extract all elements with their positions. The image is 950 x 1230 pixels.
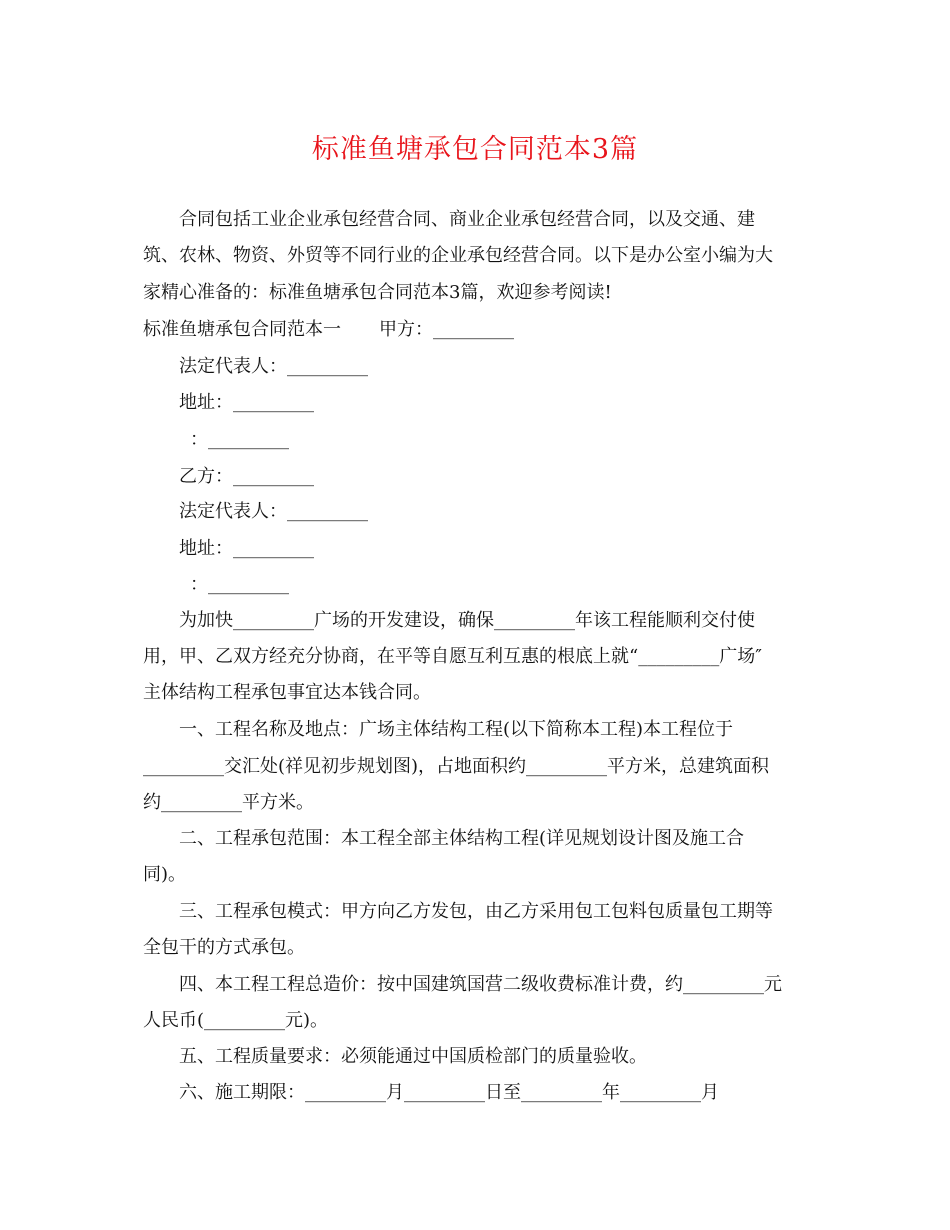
clause1-line-2: _________交汇处(祥见初步规划图)，占地面积约_________平方米，总建筑面积 [143, 756, 770, 777]
clause3-line-1: 三、工程承包模式：甲方向乙方发包，由乙方采用包工包料包质量包工期等 [179, 901, 773, 922]
party-b-line: 乙方：_________ [179, 466, 314, 487]
clause4-line-2: 人民币(_________元)。 [143, 1010, 329, 1031]
intro-line-1: 合同包括工业企业承包经营合同、商业企业承包经营合同，以及交通、建 [179, 209, 755, 230]
clause5-line-1: 五、工程质量要求：必须能通过中国质检部门的质量验收。 [179, 1046, 647, 1067]
clause1-line-3: 约_________平方米。 [143, 792, 314, 813]
clause3-line-2: 全包干的方式承包。 [143, 937, 305, 958]
party-a-line: 甲方：_________ [379, 319, 514, 340]
party-a-extra-line: ：_________ [190, 429, 289, 450]
party-b-address-line: 地址：_________ [179, 538, 314, 559]
party-a-address-line: 地址：_________ [179, 392, 314, 413]
party-b-extra-line: ：_________ [190, 574, 289, 595]
clause2-line-1: 二、工程承包范围：本工程全部主体结构工程(详见规划设计图及施工合 [179, 828, 745, 849]
intro-line-3: 家精心准备的：标准鱼塘承包合同范本3篇，欢迎参考阅读! [143, 282, 612, 303]
preamble-line-3: 主体结构工程承包事宜达本钱合同。 [143, 682, 431, 703]
preamble-line-2: 用，甲、乙双方经充分协商，在平等自愿互利互惠的根底上就“_________广场″ [143, 646, 762, 667]
preamble-line-1: 为加快_________广场的开发建设，确保_________年该工程能顺利交付使 [179, 610, 755, 631]
document-title: 标准鱼塘承包合同范本3篇 [311, 134, 639, 165]
section1-heading-row [143, 318, 514, 342]
clause6-line-1: 六、施工期限：_________月_________日至_________年_________月 [179, 1082, 719, 1103]
party-a-rep-line: 法定代表人：_________ [179, 356, 368, 377]
intro-line-2: 筑、农林、物资、外贸等不同行业的企业承包经营合同。以下是办公室小编为大 [143, 245, 773, 266]
clause2-line-2: 同)。 [143, 864, 187, 885]
clause1-line-1: 一、工程名称及地点：广场主体结构工程(以下简称本工程)本工程位于 [179, 719, 734, 740]
section1-heading: 标准鱼塘承包合同范本一 [143, 319, 341, 340]
party-b-rep-line: 法定代表人：_________ [179, 501, 368, 522]
clause4-line-1: 四、本工程工程总造价：按中国建筑国营二级收费标准计费，约_________元 [179, 974, 782, 995]
